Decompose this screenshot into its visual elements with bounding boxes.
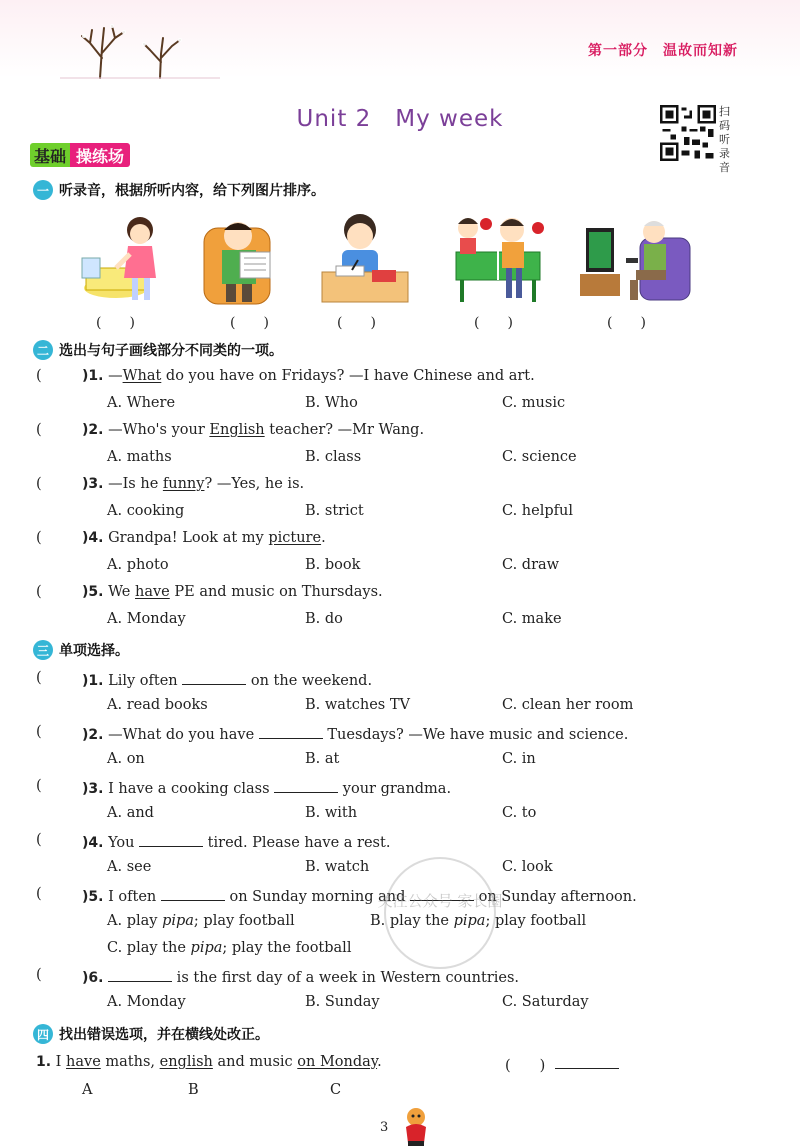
option-b[interactable]: B. strict: [305, 503, 364, 519]
question-row: (: [36, 832, 42, 848]
question-row: (: [36, 670, 42, 686]
question-3-3: )3. I have a cooking class your grandma.: [82, 778, 451, 797]
option-a[interactable]: A. maths: [107, 449, 172, 465]
section-title: 选出与句子画线部分不同类的一项。: [59, 343, 283, 359]
option-a[interactable]: A. Monday: [107, 611, 186, 627]
section-1-heading: [33, 180, 325, 200]
qr-label-char: 扫: [719, 105, 730, 118]
option-b[interactable]: B. watches TV: [305, 697, 410, 713]
option-c[interactable]: C. play the pipa; play the football: [107, 940, 352, 956]
answer-blank[interactable]: [182, 670, 246, 685]
question-row: (: [36, 476, 42, 492]
question-3-1: )1. Lily often on the weekend.: [82, 670, 372, 689]
section-title: 找出错误选项，并在横线处改正。: [59, 1027, 269, 1043]
picture-answer-paren[interactable]: ( ): [607, 315, 646, 331]
answer-paren[interactable]: ( ): [505, 1058, 546, 1074]
option-b[interactable]: B. do: [305, 611, 343, 627]
option-a[interactable]: A. and: [107, 805, 154, 821]
badge-part1: 基础: [30, 143, 70, 167]
watermark-stamp-icon: [365, 848, 515, 978]
option-a[interactable]: A. see: [107, 859, 152, 875]
picture-answer-paren[interactable]: ( ): [337, 315, 376, 331]
picture-grandpa-watching-tv-icon: [574, 208, 694, 308]
picture-answer-paren[interactable]: ( ): [96, 315, 135, 331]
picture-man-reading-newspaper-icon: [200, 208, 280, 308]
question-3-2: )2. —What do you have Tuesdays? —We have music and science.: [82, 724, 628, 743]
question-2-5: )5. We have PE and music on Thursdays.: [82, 584, 383, 600]
question-3-5: )5. I often on Sunday morning and on Sunday afternoon.: [82, 886, 637, 905]
trees-decoration-icon: [20, 18, 240, 80]
question-row: (: [36, 724, 42, 740]
section-4-heading: [33, 1024, 269, 1044]
section-title: 单项选择。: [59, 643, 129, 659]
option-b[interactable]: B. at: [305, 751, 340, 767]
stamp-text: 关注公众号 家长圈: [377, 892, 503, 910]
option-c[interactable]: C. music: [502, 395, 566, 411]
question-3-6: )6. is the first day of a week in Western countries.: [82, 967, 519, 986]
question-2-2: )2. —Who's your English teacher? —Mr Wang.: [82, 422, 425, 438]
picture-girl-washing-clothes-icon: [80, 208, 172, 308]
question-row: (: [36, 886, 42, 902]
answer-blank[interactable]: [259, 724, 323, 739]
question-row: (: [36, 368, 42, 384]
question-2-3: )3. —Is he funny? —Yes, he is.: [82, 476, 305, 492]
section-number: 四: [33, 1024, 53, 1044]
section-title: 听录音，根据所听内容，给下列图片排序。: [59, 183, 325, 199]
option-b[interactable]: B. class: [305, 449, 362, 465]
option-a[interactable]: A. read books: [107, 697, 208, 713]
option-b[interactable]: B. Sunday: [305, 994, 380, 1010]
option-label-a: A: [82, 1082, 93, 1098]
picture-answer-paren[interactable]: ( ): [474, 315, 513, 331]
badge-part2: 操练场: [70, 143, 130, 167]
question-row: (: [36, 778, 42, 794]
option-c[interactable]: C. make: [502, 611, 562, 627]
section-number: 一: [33, 180, 53, 200]
option-c[interactable]: C. science: [502, 449, 577, 465]
option-label-c: C: [330, 1082, 342, 1098]
option-b[interactable]: B. watch: [305, 859, 370, 875]
option-b[interactable]: B. Who: [305, 395, 358, 411]
section-2-heading: [33, 340, 283, 360]
option-a[interactable]: A. Where: [107, 395, 176, 411]
picture-kids-playing-ping-pong-icon: [452, 208, 552, 308]
option-label-b: B: [188, 1082, 199, 1098]
section-number: 三: [33, 640, 53, 660]
option-a[interactable]: A. cooking: [107, 503, 185, 519]
mascot-icon: [396, 1103, 436, 1147]
question-2-1: )1. —What do you have on Fridays? —I have Chinese and art.: [82, 368, 535, 384]
section-3-heading: [33, 640, 129, 660]
option-b[interactable]: B. book: [305, 557, 361, 573]
question-row: (: [36, 584, 42, 600]
answer-blank[interactable]: [274, 778, 338, 793]
option-c[interactable]: C. draw: [502, 557, 560, 573]
option-b[interactable]: B. with: [305, 805, 358, 821]
picture-answer-paren[interactable]: ( ): [230, 315, 269, 331]
option-a[interactable]: A. on: [107, 751, 145, 767]
qr-label: [719, 105, 733, 175]
option-c[interactable]: C. to: [502, 805, 537, 821]
qr-code-icon[interactable]: [660, 105, 716, 161]
option-c[interactable]: C. in: [502, 751, 536, 767]
qr-label-char: 码: [719, 119, 730, 132]
option-c[interactable]: C. look: [502, 859, 553, 875]
question-4-1: 1. I have maths, english and music on Monday.: [36, 1054, 382, 1070]
page-number: 3: [380, 1120, 389, 1135]
option-b[interactable]: B. play the pipa; play football: [370, 913, 587, 929]
option-a[interactable]: A. Monday: [107, 994, 186, 1010]
answer-blank[interactable]: [108, 967, 172, 982]
question-3-4: )4. You tired. Please have a rest.: [82, 832, 390, 851]
qr-label-char: 音: [719, 161, 730, 174]
question-row: (: [36, 422, 42, 438]
option-c[interactable]: C. Saturday: [502, 994, 589, 1010]
option-a[interactable]: A. photo: [107, 557, 169, 573]
answer-blank[interactable]: [139, 832, 203, 847]
question-row: (: [36, 967, 42, 983]
basics-badge: [30, 143, 130, 167]
picture-boy-writing-icon: [318, 208, 410, 308]
unit-title: Unit 2 My week: [296, 106, 504, 132]
option-c[interactable]: C. clean her room: [502, 697, 634, 713]
qr-label-char: 录: [719, 147, 730, 160]
section-number: 二: [33, 340, 53, 360]
qr-label-char: 听: [719, 133, 730, 146]
question-2-4: )4. Grandpa! Look at my picture.: [82, 530, 326, 546]
answer-blank[interactable]: [161, 886, 225, 901]
option-a[interactable]: A. play pipa; play football: [107, 913, 295, 929]
section-label: 第一部分 温故而知新: [588, 43, 738, 59]
question-row: (: [36, 530, 42, 546]
option-c[interactable]: C. helpful: [502, 503, 573, 519]
correction-blank[interactable]: [555, 1054, 619, 1073]
